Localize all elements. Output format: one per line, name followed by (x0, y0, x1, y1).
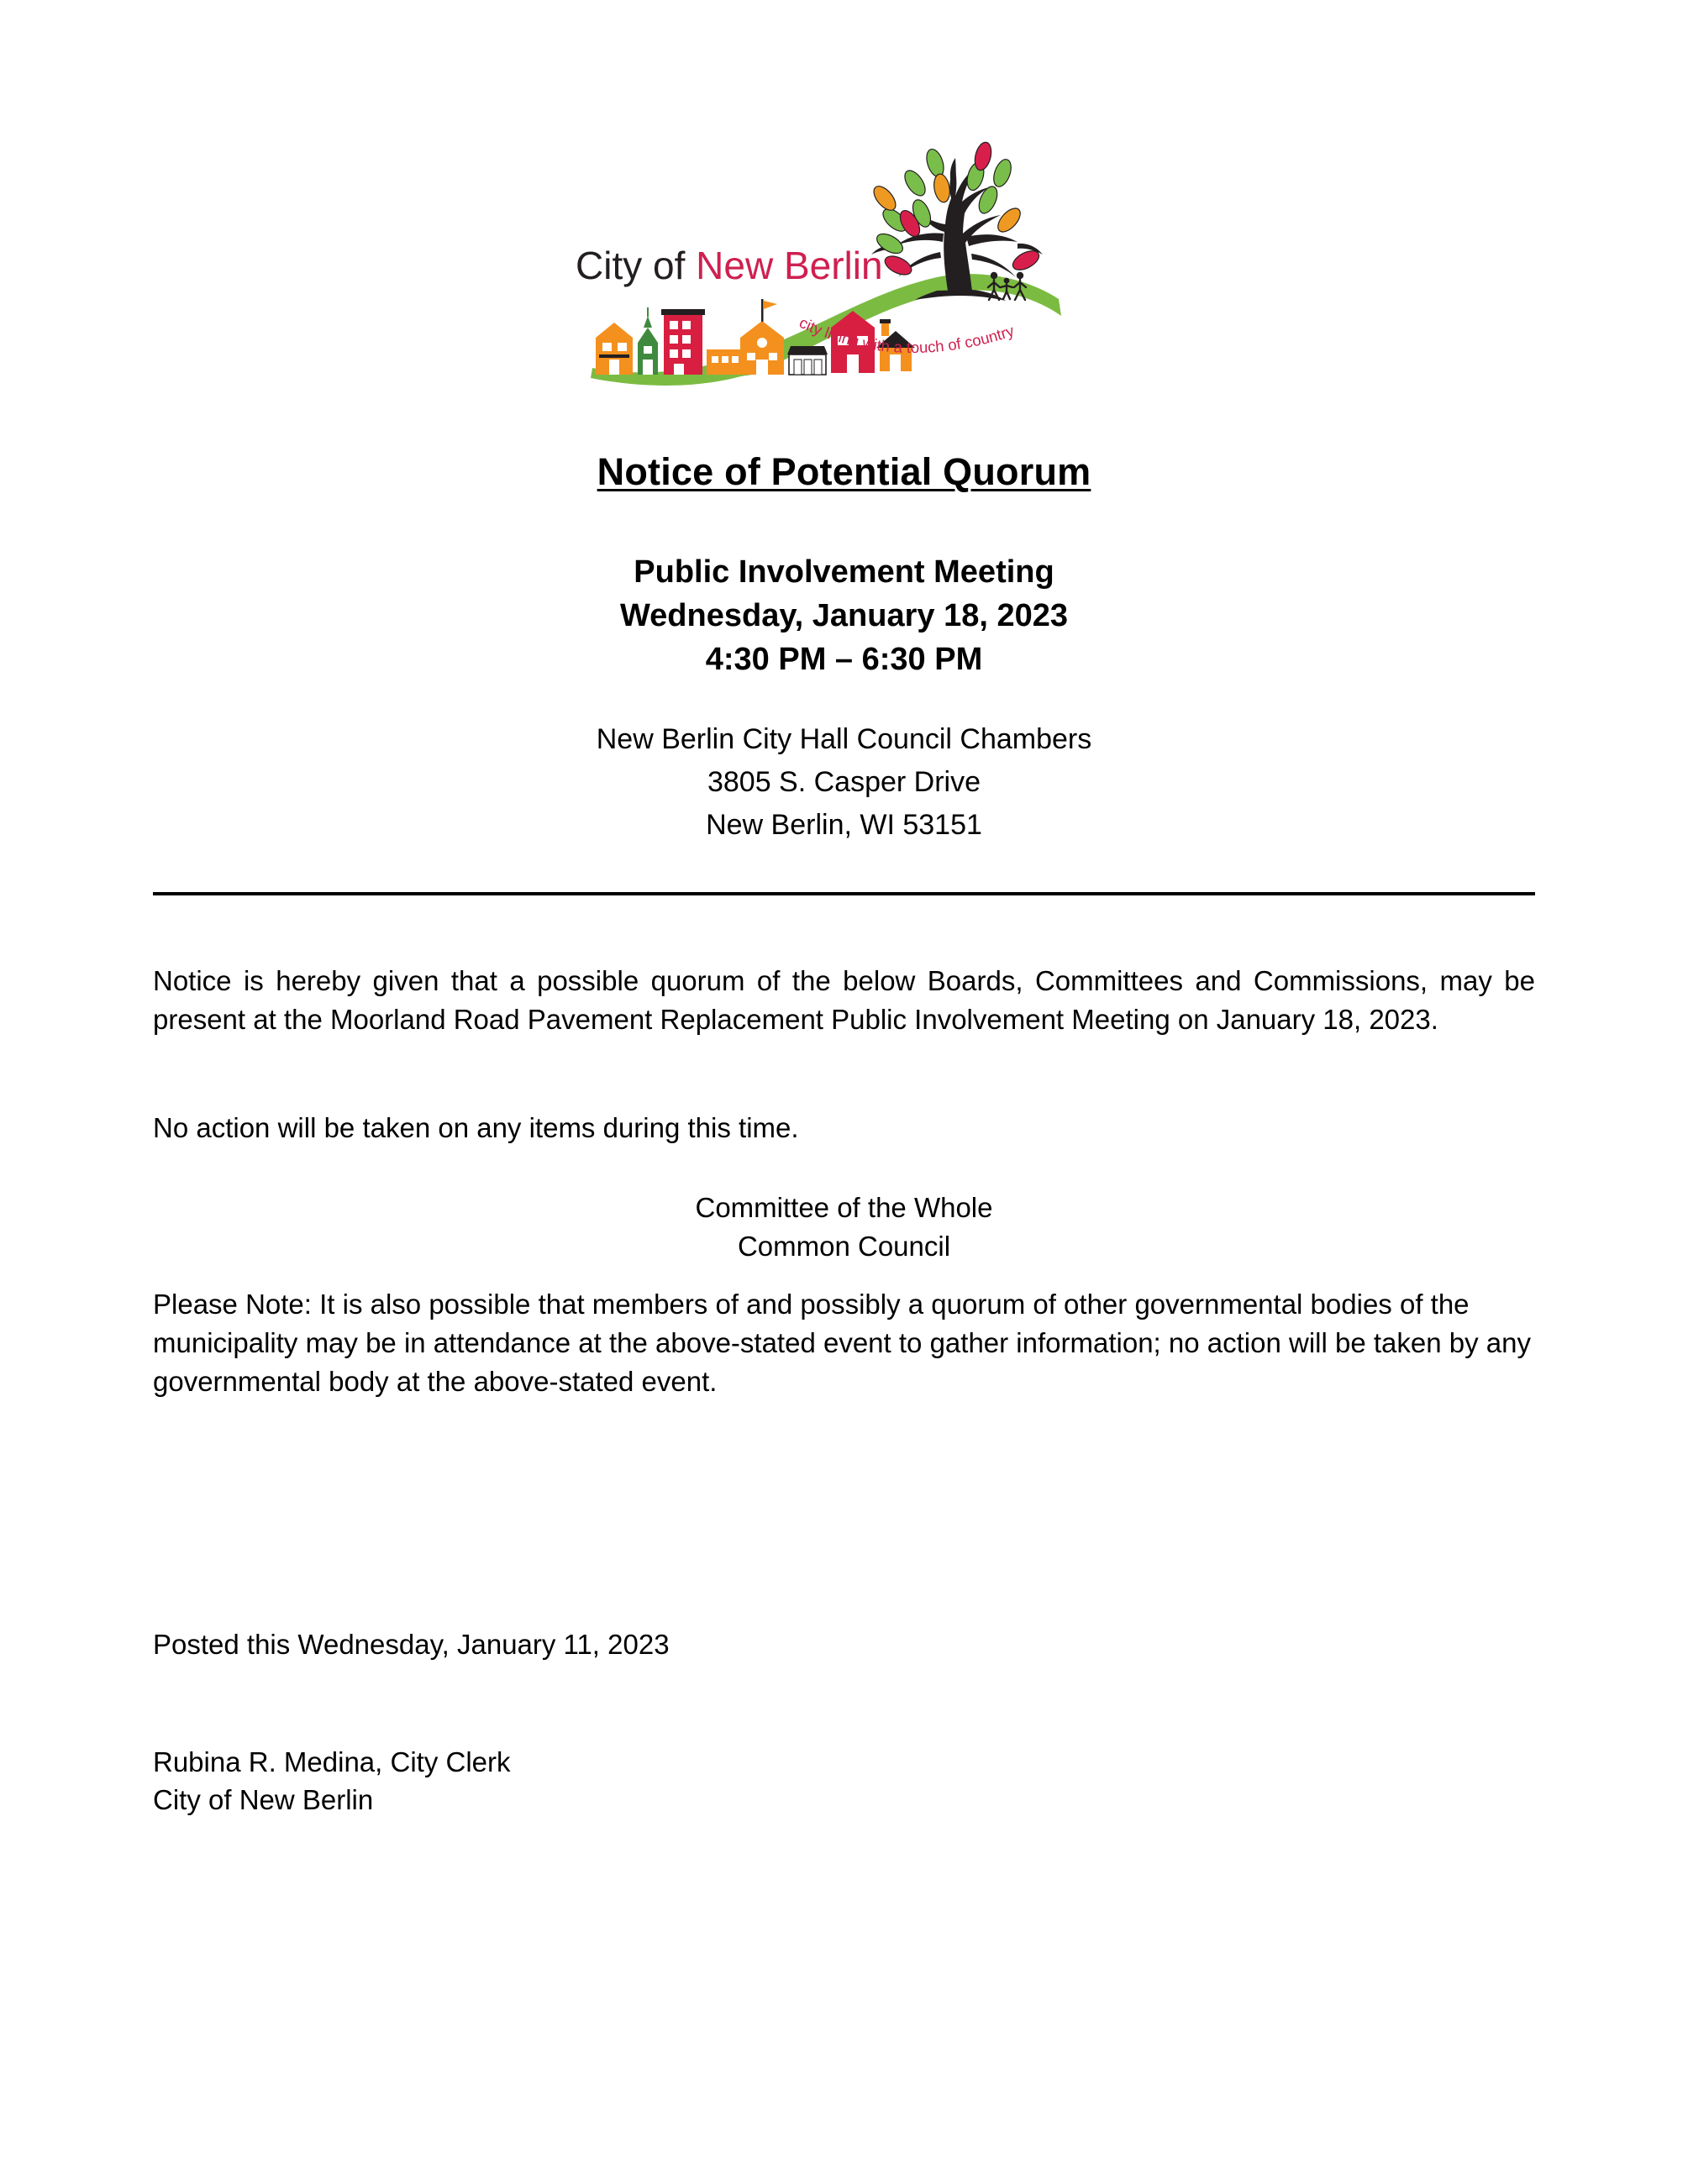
clerk-name: Rubina R. Medina, City Clerk (153, 1746, 511, 1777)
notice-paragraph: Notice is hereby given that a possible quorum of the below Boards, Committees and Commissions, may be present at the Moorland Road Pavement Replacement Public Involvement Meeting on January 18, 2023. (153, 965, 1535, 1035)
no-action-paragraph: No action will be taken on any items during this time. (153, 1112, 799, 1143)
logo-wordmark (576, 244, 883, 287)
posted-date: Posted this Wednesday, January 11, 2023 (153, 1629, 670, 1660)
body-committee-of-the-whole: Committee of the Whole (695, 1192, 993, 1223)
body-common-council: Common Council (737, 1231, 951, 1262)
governing-bodies-list (153, 1189, 1535, 1266)
please-note-paragraph: Please Note: It is also possible that members of and possibly a quorum of other governmental bodies of the municipality may be in attendance at the above-stated event to gather information; no action will be taken by any governmental body at the above-stated event. (153, 1289, 1531, 1397)
meeting-date: Wednesday, January 18, 2023 (619, 598, 1068, 633)
horizontal-divider (153, 892, 1535, 895)
venue-street: 3805 S. Casper Drive (707, 766, 981, 798)
meeting-name: Public Involvement Meeting (634, 554, 1054, 590)
clerk-organization: City of New Berlin (153, 1784, 374, 1815)
venue-city-state-zip: New Berlin, WI 53151 (706, 809, 982, 841)
venue-name: New Berlin City Hall Council Chambers (596, 723, 1092, 755)
meeting-venue (0, 718, 1688, 847)
city-of-new-berlin-logo (542, 126, 1071, 395)
page-title (0, 450, 1688, 494)
meeting-details (0, 550, 1688, 681)
meeting-time: 4:30 PM – 6:30 PM (705, 642, 983, 677)
page-title-text: Notice of Potential Quorum (597, 450, 1091, 493)
logo-wordmark-black: City of (576, 244, 697, 287)
logo-wordmark-red: New Berlin (696, 244, 883, 287)
clerk-signature-block (153, 1743, 1535, 1819)
logo-tagline: city living with a touch of country (797, 312, 1017, 356)
